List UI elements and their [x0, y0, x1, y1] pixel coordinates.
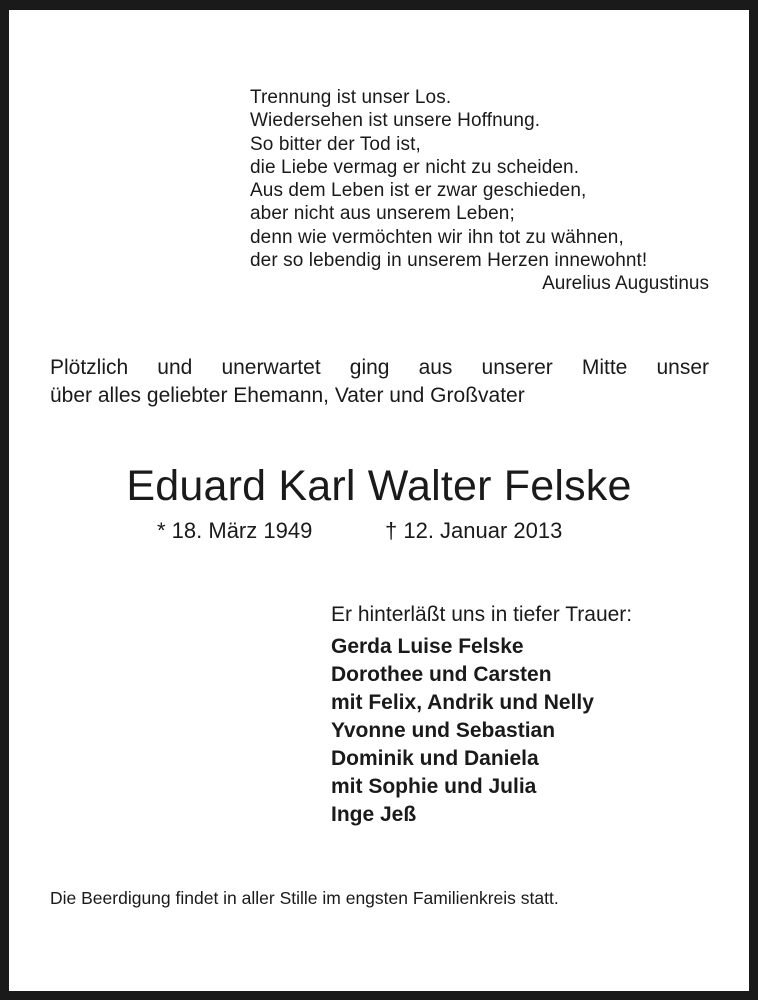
poem-line: der so lebendig in unserem Herzen innewohnt!: [250, 250, 648, 272]
death-date: † 12. Januar 2013: [385, 518, 563, 543]
poem-line: aber nicht aus unserem Leben;: [250, 203, 515, 225]
poem-line: Wiedersehen ist unsere Hoffnung.: [250, 110, 541, 132]
announcement-line-1: Plötzlich und unerwartet ging aus unserer Mitte unser: [50, 356, 709, 379]
birth-date: * 18. März 1949: [157, 518, 313, 543]
poem-line: Aus dem Leben ist er zwar geschieden,: [250, 180, 587, 202]
poem-line: die Liebe vermag er nicht zu scheiden.: [250, 156, 580, 178]
mourner-entry: Dominik und Daniela: [331, 747, 539, 770]
mourner-entry: Gerda Luise Felske: [331, 635, 524, 658]
mourner-entry: Inge Jeß: [331, 803, 417, 826]
poem-line: So bitter der Tod ist,: [250, 133, 421, 155]
mourners-heading: Er hinterläßt uns in tiefer Trauer:: [331, 603, 633, 626]
mourner-entry: Yvonne und Sebastian: [331, 719, 556, 742]
mourner-entry: Dorothee und Carsten: [331, 663, 552, 686]
poem-line: denn wie vermöchten wir ihn tot zu wähnen,: [250, 226, 624, 248]
mourners-list: [331, 633, 594, 829]
mourner-entry: mit Sophie und Julia: [331, 775, 537, 798]
poem: [250, 86, 710, 272]
poem-line: Trennung ist unser Los.: [250, 87, 452, 108]
poem-author: Aurelius Augustinus: [542, 273, 709, 294]
mourner-entry: mit Felix, Andrik und Nelly: [331, 691, 594, 714]
announcement-line-2: über alles geliebter Ehemann, Vater und Großvater: [50, 384, 525, 407]
funeral-note: Die Beerdigung findet in aller Stille im engsten Familienkreis statt.: [50, 888, 559, 908]
announcement-text: [50, 354, 709, 410]
deceased-name: Eduard Karl Walter Felske: [126, 462, 632, 510]
